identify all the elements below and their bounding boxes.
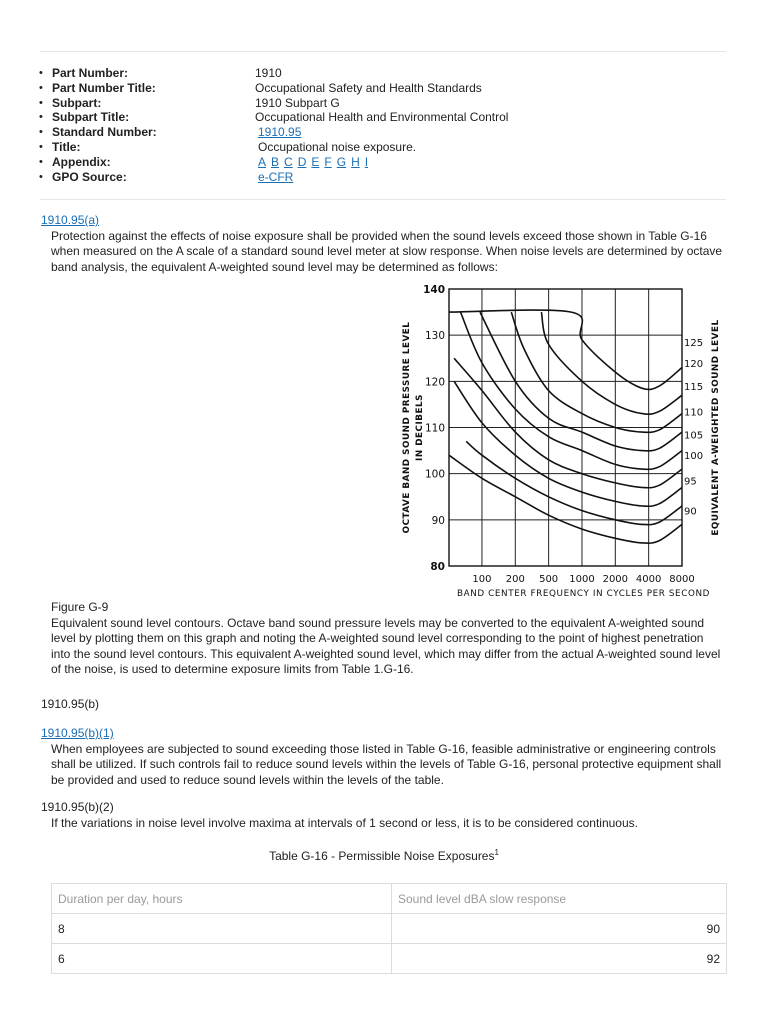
- appendix-link-f[interactable]: F: [324, 154, 332, 169]
- chart-y-tick-label: 130: [424, 330, 445, 343]
- section-a-text: Protection against the effects of noise exposure shall be provided when the sound levels exceed those shown in Table G-16 when measured on the A scale of a standard sound level meter at slow response. When noise levels are determined by octave band analysis, the equivalent A-weighted sound level may be determined as follows:: [51, 228, 723, 274]
- appendix-links: [255, 155, 373, 170]
- table-header-sound-level: Sound level dBA slow response: [392, 884, 727, 914]
- table-caption: [0, 848, 768, 863]
- appendix-link-b[interactable]: B: [271, 154, 280, 169]
- meta-value: 1910 Subpart G: [255, 95, 340, 110]
- table-cell-sound-level: 92: [392, 944, 727, 974]
- noise-exposure-table: [51, 883, 727, 974]
- appendix-link-e[interactable]: E: [311, 154, 320, 169]
- chart-series-120: [511, 312, 682, 432]
- chart-x-tick-label: 2000: [602, 574, 629, 585]
- appendix-link-i[interactable]: I: [364, 154, 369, 169]
- chart-right-tick-label: 105: [684, 430, 704, 442]
- meta-label: Part Number Title:: [52, 80, 156, 95]
- appendix-link-g[interactable]: G: [336, 154, 347, 169]
- meta-value: 1910: [255, 66, 282, 80]
- chart-x-tick-label: 200: [505, 574, 525, 585]
- appendix-link-d[interactable]: D: [297, 154, 307, 169]
- chart-y-tick-label: 80: [430, 561, 445, 573]
- meta-label: GPO Source:: [52, 169, 127, 184]
- meta-item: [38, 155, 508, 170]
- meta-value: Occupational noise exposure.: [258, 139, 417, 154]
- chart-left-axis-subtitle: IN DECIBELS: [415, 394, 425, 461]
- chart-right-tick-label: 95: [684, 476, 697, 488]
- chart-y-tick-label: 90: [431, 514, 445, 527]
- section-b2-id: 1910.95(b)(2): [41, 800, 114, 814]
- meta-divider: [40, 199, 726, 200]
- section-b2: [41, 800, 725, 831]
- metadata-list: [38, 66, 508, 184]
- appendix-link-a[interactable]: A: [258, 154, 267, 169]
- meta-item: [38, 125, 508, 140]
- chart-x-tick-label: 4000: [635, 574, 662, 585]
- sound-level-contour-chart: [392, 281, 724, 603]
- section-b2-text: If the variations in noise level involve maxima at intervals of 1 second or less, it is to be considered continuous.: [51, 815, 638, 830]
- chart-left-axis-title: OCTAVE BAND SOUND PRESSURE LEVEL: [402, 321, 412, 534]
- chart-y-tick-label: 140: [423, 284, 445, 296]
- meta-item: [38, 96, 508, 111]
- chart-series-95: [466, 441, 682, 524]
- chart-y-tick-label: 110: [424, 422, 445, 435]
- table-footnote-mark: 1: [494, 848, 499, 857]
- meta-label: Standard Number:: [52, 125, 157, 140]
- figure-caption: [51, 600, 723, 678]
- section-b-id: 1910.95(b): [41, 697, 100, 711]
- section-b1: [41, 726, 725, 788]
- chart-right-tick-label: 100: [684, 451, 704, 463]
- meta-label: Appendix:: [52, 154, 111, 169]
- appendix-link-h[interactable]: H: [351, 154, 360, 169]
- chart-x-axis-title: BAND CENTER FREQUENCY IN CYCLES PER SECOND: [456, 589, 711, 599]
- table-row: [52, 944, 727, 974]
- section-b1-text: When employees are subjected to sound exceeding those listed in Table G-16, feasible administrative or engineering controls shall be utilized. If such controls fail to reduce sound levels within the levels of Table G-16, personal protective equipment shall be provided and used to reduce sound levels within the levels of the table.: [51, 741, 722, 787]
- meta-value: Occupational Safety and Health Standards: [255, 80, 482, 95]
- section-a: [41, 213, 725, 275]
- chart-x-tick-label: 1000: [569, 574, 595, 585]
- meta-label: Subpart:: [52, 95, 102, 110]
- meta-item: [38, 170, 508, 185]
- table-cell-duration: 6: [52, 944, 392, 974]
- table-header-duration: Duration per day, hours: [52, 884, 392, 914]
- standard-number-link[interactable]: 1910.95: [258, 125, 302, 140]
- meta-label: Subpart Title:: [52, 110, 130, 125]
- meta-value: Occupational Health and Environmental Control: [255, 110, 509, 125]
- table-caption-text: Table G-16 - Permissible Noise Exposures: [269, 849, 495, 863]
- meta-item: [38, 66, 508, 81]
- meta-label: Part Number:: [52, 66, 129, 80]
- chart-x-tick-label: 100: [472, 574, 492, 585]
- chart-right-tick-label: 90: [684, 506, 697, 518]
- table-cell-duration: 8: [52, 914, 392, 944]
- chart-series-105: [454, 358, 682, 487]
- chart-x-tick-label: 8000: [669, 574, 695, 585]
- figure-label: Figure G-9: [51, 600, 109, 614]
- chart-y-tick-label: 100: [424, 468, 445, 481]
- chart-x-tick-label: 500: [539, 574, 559, 585]
- meta-item: [38, 110, 508, 125]
- chart-right-tick-label: 120: [684, 358, 704, 370]
- meta-item: [38, 140, 508, 155]
- figure-caption-text: Equivalent sound level contours. Octave band sound pressure levels may be converted to the equivalent A-weighted sound level by plotting them on this graph and noting the A-weighted sound level corresponding to the point of highest penetration into the sound level contours. This equivalent A-weighted sound level, which may differ from the actual A-weighted sound level of the noise, is used to determine exposure limits from Table 1.G-16.: [51, 615, 721, 676]
- appendix-link-c[interactable]: C: [284, 154, 293, 169]
- meta-item: [38, 81, 508, 96]
- table-cell-sound-level: 90: [392, 914, 727, 944]
- top-divider: [40, 51, 726, 52]
- chart-right-tick-label: 110: [684, 407, 704, 419]
- table-header-row: [52, 884, 727, 914]
- meta-label: Title:: [52, 139, 81, 154]
- chart-right-axis-title: EQUIVALENT A-WEIGHTED SOUND LEVEL: [711, 319, 721, 536]
- section-a-link[interactable]: 1910.95(a): [41, 213, 100, 227]
- section-b1-link[interactable]: 1910.95(b)(1): [41, 726, 114, 740]
- chart-right-tick-label: 115: [684, 381, 704, 393]
- chart-series-125: [541, 312, 682, 414]
- table-row: [52, 914, 727, 944]
- chart-y-tick-label: 120: [424, 376, 445, 389]
- chart-right-tick-label: 125: [684, 338, 704, 350]
- gpo-source-link[interactable]: e-CFR: [258, 169, 294, 184]
